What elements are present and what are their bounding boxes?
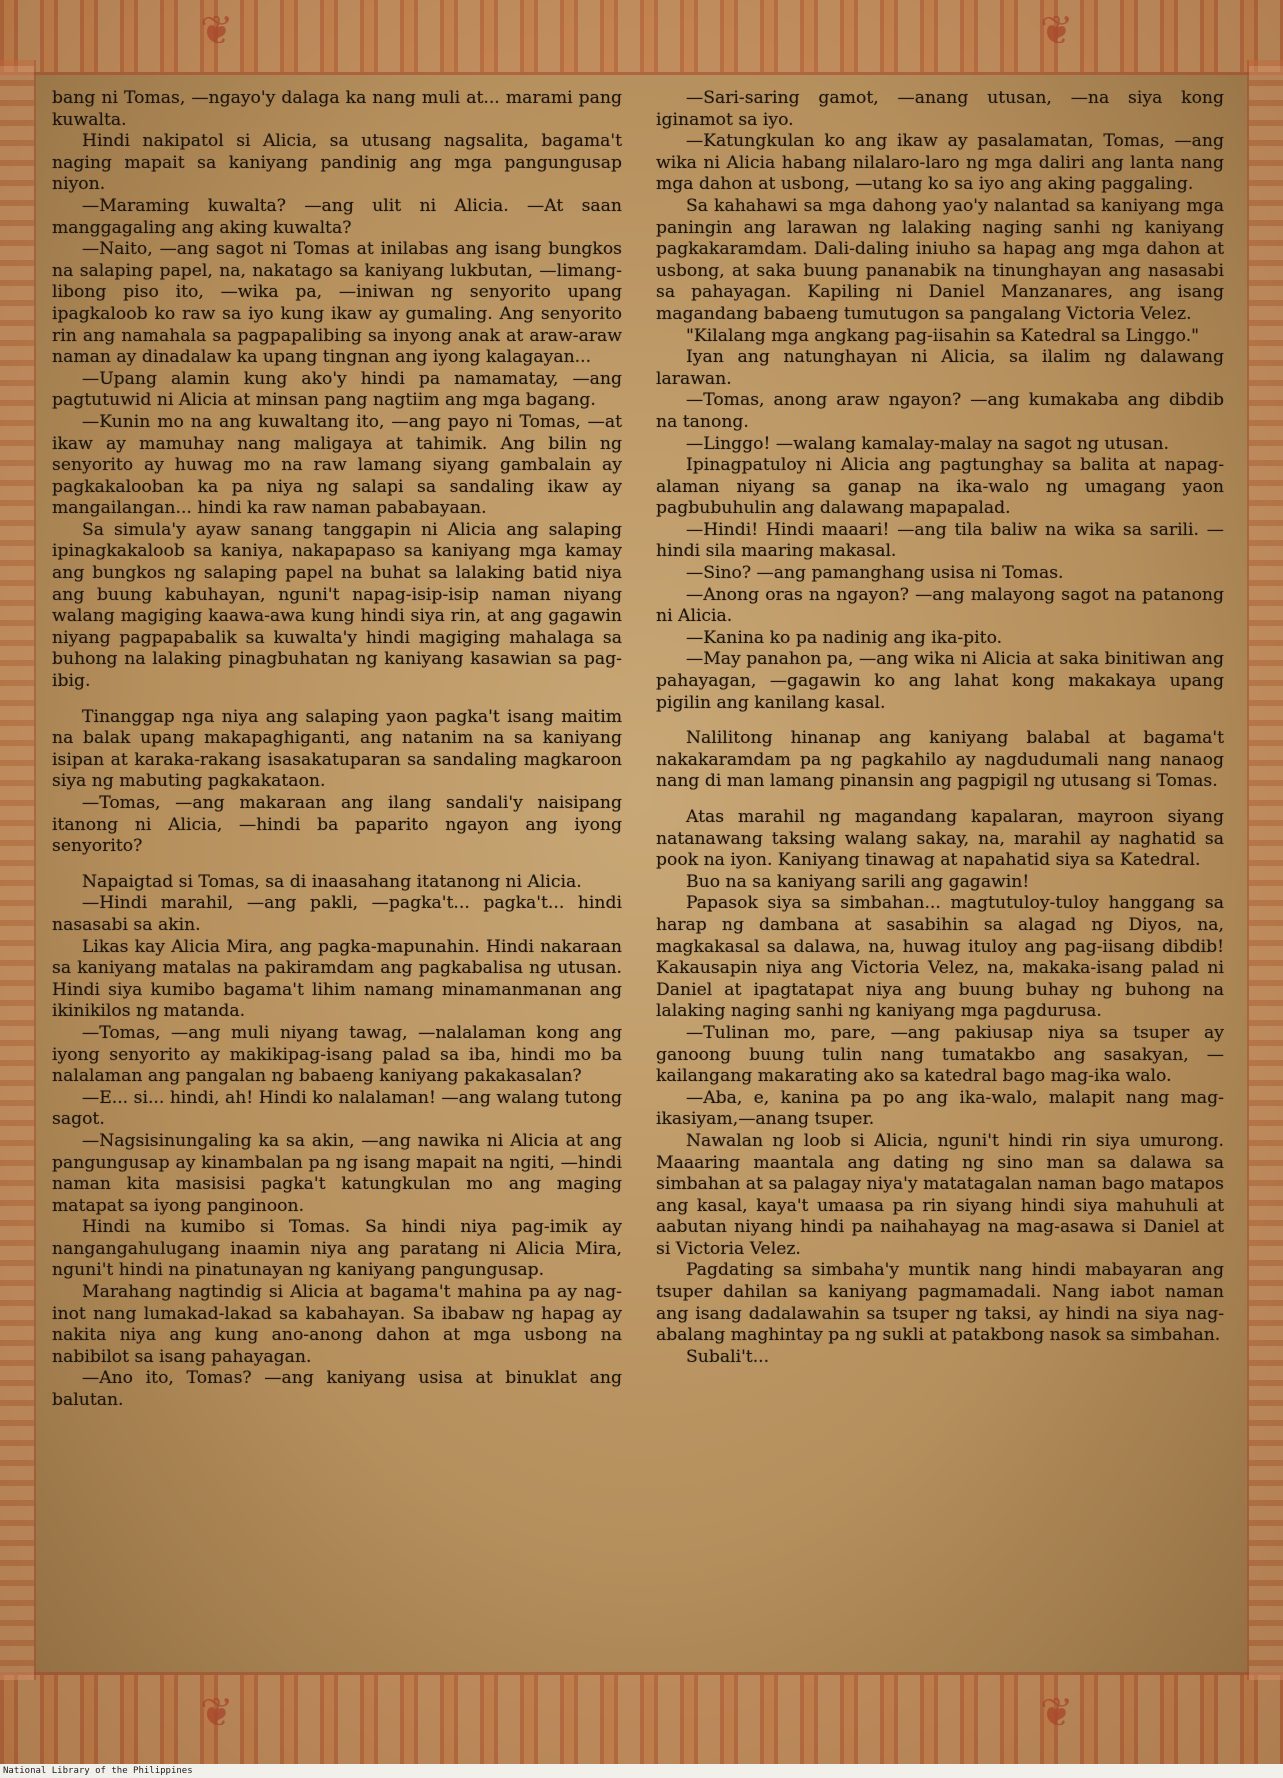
paragraph: Marahang nagtindig si Alicia at bagama't mahina pa ay nag-inot nang lumakad-lakad sa kabahayan. Sa ibabaw ng hapag ay nakita niya ang kung ano-anong dahon at mga usbong na nabibilot sa isang pahayagan. (52, 1282, 622, 1367)
paragraph: —Upang alamin kung ako'y hindi pa namamatay, —ang pagtutuwid ni Alicia at minsan pang nagtiim ang mga bagang. (52, 368, 622, 411)
paragraph: Nalilitong hinanap ang kaniyang balabal at bagama't nakakaramdam pa ng pagkahilo ay nagdudumali nang nanaog nang di man lamang pinansin ang pagpigil ng utusang si Tomas. (656, 728, 1224, 792)
paragraph: Papasok siya sa simbahan... magtutuloy-tuloy hanggang sa harap ng dambana at sasabihin sa alagad ng Diyos, na, magkakasal sa dalawa, na, huwag ituloy ang pag-iisang dibdib! Kakausapin niya ang Victoria Velez, na, makaka-isang palad ni Daniel at ipagtatapat niya ang buung buhay ng buhong na lalaking naging sanhi ng kaniyang mga pagdurusa. (656, 893, 1224, 1022)
paragraph: —Nagsisinungaling ka sa akin, —ang nawika ni Alicia at ang pangungusap ay kinambalan pa ng isang mapait na ngiti, —hindi naman kita masisisi pagka't katungkulan mo ang maging matapat sa iyong panginoon. (52, 1130, 622, 1216)
paragraph: Subali't... (686, 1346, 770, 1367)
left-text-column (52, 88, 622, 1412)
paragraph: Tinanggap nga niya ang salaping yaon pagka't isang maitim na balak upang makapaghiganti, ang natanim na sa kaniyang isipan at karaka-rakang isasakatuparan sa sandaling magkaroon siya ng mabuting pagkakataon. (52, 706, 622, 792)
scroll-ornament-icon: ❦ (200, 1690, 234, 1736)
ornamental-border-bottom (0, 1672, 1283, 1764)
paragraph: Hindi nakipatol si Alicia, sa utusang nagsalita, bagama't naging mapait sa kaniyang pandinig ang mga pangungusap niyon. (52, 131, 622, 195)
paragraph: Likas kay Alicia Mira, ang pagka-mapunahin. Hindi nakaraan sa kaniyang matalas na pakiramdam ang pagkabalisa ng utusan. Hindi siya kumibo bagama't lihim namang minamanmanan ang ikinikilos ng matanda. (52, 936, 622, 1022)
paragraph: "Kilalang mga angkang pag-iisahin sa Katedral sa Linggo." (686, 325, 1200, 346)
paragraph: Hindi na kumibo si Tomas. Sa hindi niya pag-imik ay nangangahulugang inaamin niya ang paratang ni Alicia Mira, nguni't hindi na pinatunayan ng kaniyang pangungusap. (52, 1217, 622, 1281)
paragraph: —Naito, —ang sagot ni Tomas at inilabas ang isang bungkos na salaping papel, na, nakatago sa kaniyang lukbutan, —limang-libong piso ito, —wika pa, —iniwan ng senyorito upang ipagkaloob ko raw sa iyo kung ikaw ay gumaling. Ang senyorito rin ang namahala sa pagpapalibing sa inyong anak at araw-araw naman ay dinadalaw ka upang tingnan ang iyong kalagayan... (52, 239, 622, 368)
paragraph: —E... si... hindi, ah! Hindi ko nalalaman! —ang walang tutong sagot. (52, 1087, 622, 1130)
paragraph: —Tomas, anong araw ngayon? —ang kumakaba ang dibdib na tanong. (656, 390, 1224, 432)
paragraph: —Katungkulan ko ang ikaw ay pasalamatan, Tomas, —ang wika ni Alicia habang nilalaro-laro ng mga daliri ang lanta nang mga dahon at usbong, —utang ko sa iyo ang aking paggaling. (656, 131, 1224, 195)
paragraph: —Hindi! Hindi maaari! —ang tila baliw na wika sa sarili. —hindi sila maaring makasal. (656, 519, 1224, 562)
paragraph: —Linggo! —walang kamalay-malay na sagot ng utusan. (686, 433, 1169, 454)
paragraph: Nawalan ng loob si Alicia, nguni't hindi rin siya umurong. Maaaring maantala ang dating ng sino man sa dalawa sa simbahan at sa palagay niya'y matatagalan naman bago matapos ang kasal, kaya't umaasa pa rin siyang hindi siya mahuhuli at aabutan niyang hindi pa naihahayag na mag-asawa si Daniel at si Victoria Velez. (656, 1130, 1224, 1259)
scroll-ornament-icon: ❦ (200, 8, 234, 54)
ornamental-border-left (0, 60, 36, 1680)
paragraph: Atas marahil ng magandang kapalaran, mayroon siyang natanawang taksing walang sakay, na, marahil ay naghatid sa pook na iyon. Kaniyang tinawag at napahatid siya sa Katedral. (656, 807, 1224, 871)
paragraph: —May panahon pa, —ang wika ni Alicia at saka binitiwan ang pahayagan, —gagawin ko ang lahat kong makakaya upang pigilin ang kanilang kasal. (656, 649, 1224, 713)
paragraph: Ipinagpatuloy ni Alicia ang pagtunghay sa balita at napag-alaman niyang sa ganap na ika-walo ng umagang yaon pagbubuhulin ang dalawang mapapalad. (656, 455, 1224, 519)
paragraph: Sa simula'y ayaw sanang tanggapin ni Alicia ang salaping ipinagkakaloob sa kaniya, nakapapaso sa kaniyang mga kamay ang bungkos ng salaping papel na buhat sa lalaking batid niya ang buung kabuhayan, nguni't napag-isip-isip naman niyang walang magiging kaawa-awa kung hindi siya rin, at ang gagawin niyang pagpapabalik sa kuwalta'y hindi magiging mahalaga sa buhong na lalaking pinagbuhatan ng kaniyang kasawian sa pag-ibig. (52, 519, 622, 692)
paragraph: Iyan ang natunghayan ni Alicia, sa ilalim ng dalawang larawan. (656, 347, 1224, 389)
paragraph: —Kanina ko pa nadinig ang ika-pito. (686, 627, 1003, 648)
archive-footer: National Library of the Philippines (0, 1764, 1283, 1778)
paragraph: —Kunin mo na ang kuwaltang ito, —ang payo ni Tomas, —at ikaw ay mamuhay nang maligaya at tahimik. Ang bilin ng senyorito ay huwag mo na raw lamang siyang gambalain ay pagkakalooban ka pa niya ng salapi sa sandaling ikaw ay mangailangan... hindi ka raw naman pababayaan. (52, 411, 622, 519)
right-text-column (656, 88, 1224, 1368)
paragraph: —Hindi marahil, —ang pakli, —pagka't... pagka't... hindi nasasabi sa akin. (52, 893, 622, 935)
paragraph: Buo na sa kaniyang sarili ang gagawin! (686, 871, 1030, 892)
paragraph: —Ano ito, Tomas? —ang kaniyang usisa at binuklat ang balutan. (52, 1368, 622, 1411)
paragraph: Sa kahahawi sa mga dahong yao'y nalantad sa kaniyang mga paningin ang larawan ng lalaking naging sanhi ng kaniyang pagkakaramdam. Dali-daling iniuho sa hapag ang mga dahon at usbong, at saka buung pananabik na tinunghayan ang nasasabi sa pahayagan. Kapiling ni Daniel Manzanares, ang isang magandang babaeng tumutugon sa pangalang Victoria Velez. (656, 195, 1224, 324)
paragraph: —Tulinan mo, pare, —ang pakiusap niya sa tsuper ay ganoong buung tulin nang tumatakbo ang sasakyan, —kailangang makarating ako sa katedral bago mag-ika walo. (656, 1022, 1224, 1087)
paragraph: —Tomas, —ang muli niyang tawag, —nalalaman kong ang iyong senyorito ay makikipag-isang palad sa iba, hindi mo ba nalalaman ang pangalan ng babaeng kaniyang pakakasalan? (52, 1022, 622, 1087)
paragraph: —Anong oras na ngayon? —ang malayong sagot na patanong ni Alicia. (656, 584, 1224, 627)
scroll-ornament-icon: ❦ (1040, 8, 1074, 54)
paragraph: —Maraming kuwalta? —ang ulit ni Alicia. —At saan manggagaling ang aking kuwalta? (52, 195, 622, 238)
ornamental-border-top (0, 0, 1283, 75)
paragraph: —Sino? —ang pamanghang usisa ni Tomas. (686, 563, 1064, 584)
paragraph: —Tomas, —ang makaraan ang ilang sandali'y naisipang itanong ni Alicia, —hindi ba paparito ngayon ang iyong senyorito? (52, 793, 622, 857)
paragraph: —Aba, e, kanina pa po ang ika-walo, malapit nang mag-ikasiyam,—anang tsuper. (656, 1087, 1224, 1130)
paragraph: Pagdating sa simbaha'y muntik nang hindi mabayaran ang tsuper dahilan sa kaniyang pagmamadali. Nang iabot naman ang isang dadalawahin sa tsuper ng taksi, ay hindi na siya nag-abalang maghintay pa ng sukli at patakbong nasok sa simbahan. (656, 1260, 1224, 1346)
scroll-ornament-icon: ❦ (1040, 1690, 1074, 1736)
ornamental-border-right (1247, 60, 1283, 1680)
paragraph: bang ni Tomas, —ngayo'y dalaga ka nang muli at... marami pang kuwalta. (52, 88, 622, 130)
paragraph: —Sari-saring gamot, —anang utusan, —na siya kong iginamot sa iyo. (656, 88, 1224, 130)
paragraph: Napaigtad si Tomas, sa di inaasahang itatanong ni Alicia. (82, 871, 582, 892)
